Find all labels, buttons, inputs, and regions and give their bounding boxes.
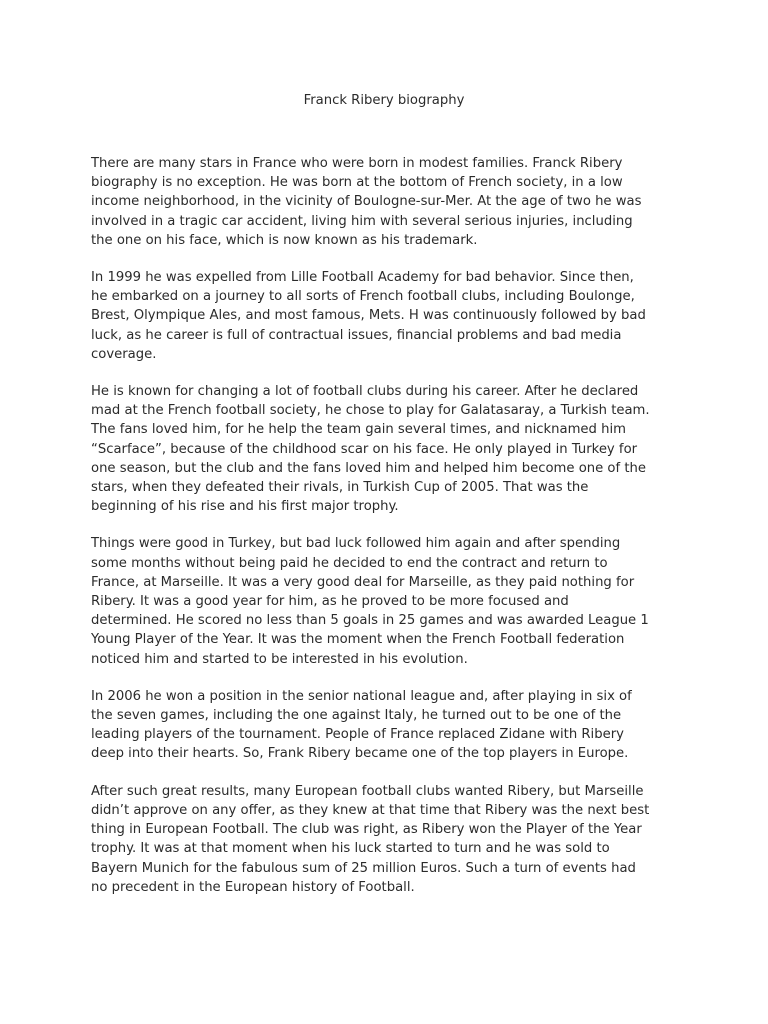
paragraph-3: He is known for changing a lot of football clubs during his career. After he declared mad at the French football society, he chose to play for Galatasaray, a Turkish team. The fans loved him, for he help the team gain several times, and nicknamed him “Scarface”, because of the childhood scar on his face. He only played in Turkey for one season, but the club and the fans loved him and helped him become one of the stars, when they defeated their rivals, in Turkish Cup of 2005. That was the beginning of his rise and his first major trophy. — [91, 384, 650, 515]
document-body — [91, 154, 691, 915]
document-title: Franck Ribery biography — [303, 93, 465, 108]
paragraph-5: In 2006 he won a position in the senior national league and, after playing in six of the seven games, including the one against Italy, he turned out to be one of the leading players of the tournament. People of France replaced Zidane with Ribery deep into their hearts. So, Frank Ribery became one of the top players in Europe. — [91, 688, 632, 762]
paragraph-6: After such great results, many European football clubs wanted Ribery, but Marseille didn’t approve on any offer, as they knew at that time that Ribery was the next best thing in European Football. The club was right, as Ribery won the Player of the Year trophy. It was at that moment when his luck started to turn and he was sold to Bayern Munich for the fabulous sum of 25 million Euros. Such a turn of events had no precedent in the European history of Football. — [91, 783, 650, 895]
paragraph-2: In 1999 he was expelled from Lille Football Academy for bad behavior. Since then, he embarked on a journey to all sorts of French football clubs, including Boulonge, Brest, Olympique Ales, and most famous, Mets. H was continuously followed by bad luck, as he career is full of contractual issues, financial problems and bad media coverage. — [91, 270, 646, 362]
paragraph-1: There are many stars in France who were born in modest families. Franck Ribery biography is no exception. He was born at the bottom of French society, in a low income neighborhood, in the vicinity of Boulogne-sur-Mer. At the age of two he was involved in a tragic car accident, living him with several serious injuries, including the one on his face, which is now known as his trademark. — [91, 156, 642, 248]
paragraph-4: Things were good in Turkey, but bad luck followed him again and after spending some months without being paid he decided to end the contract and return to France, at Marseille. It was a very good deal for Marseille, as they paid nothing for Ribery. It was a good year for him, as he proved to be more focused and determined. He scored no less than 5 goals in 25 games and was awarded League 1 Young Player of the Year. It was the moment when the French Football federation noticed him and started to be interested in his evolution. — [91, 536, 649, 667]
